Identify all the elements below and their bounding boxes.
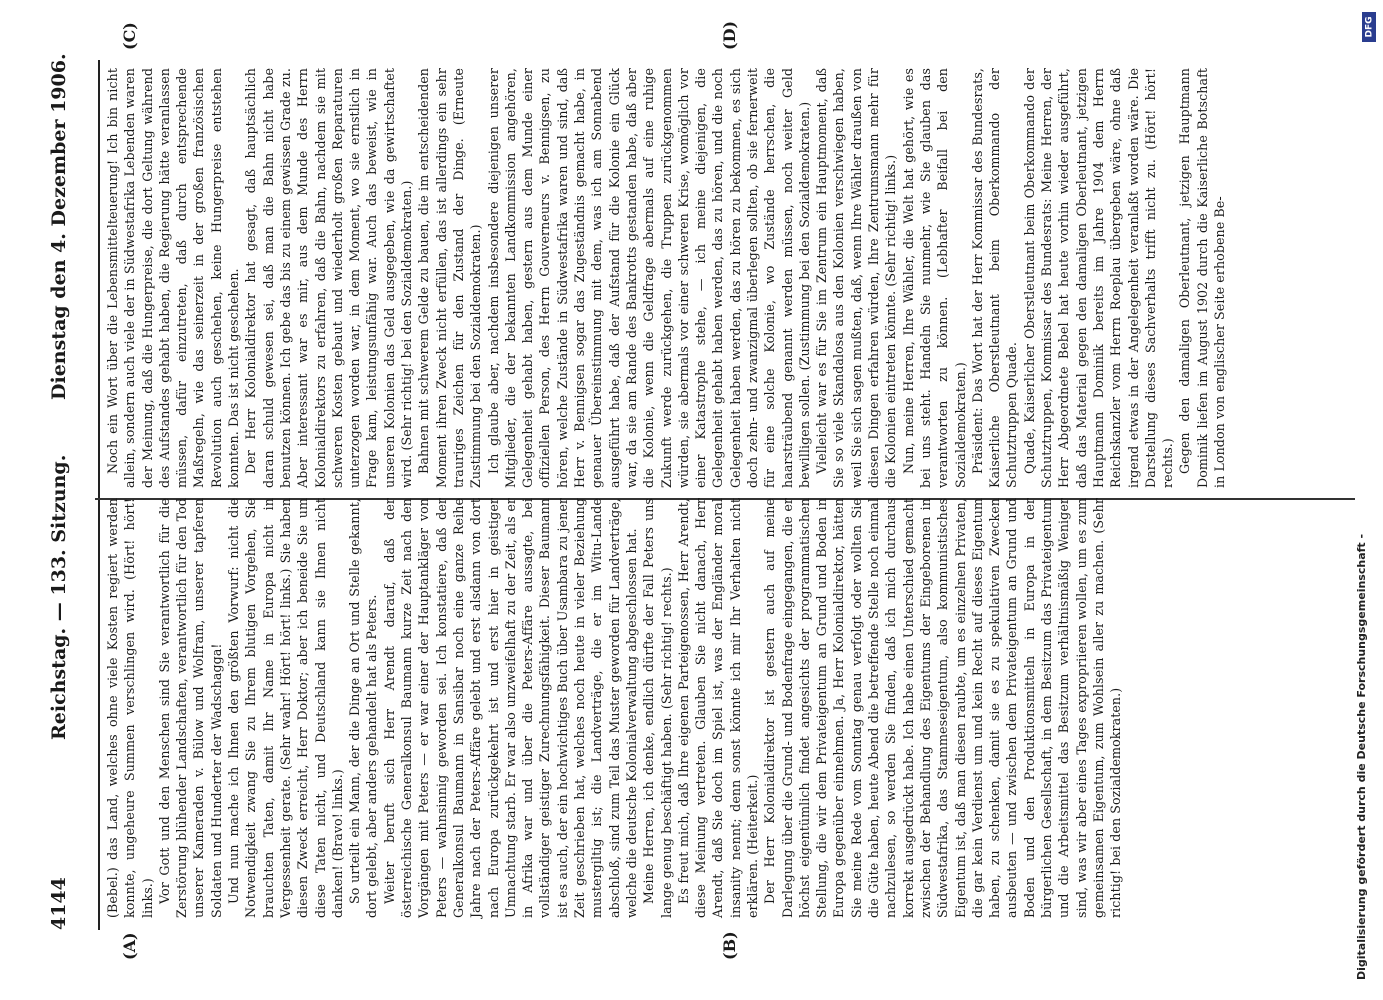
paragraph: Der Herr Kolonialdirektor ist gestern auch auf meine Darlegung über die Grund- und Bodenfrage eingegangen, die er höchst eigentümlich findet angesichts der programmatischen Stellung, die wir dem Privateigentum an Grund und Boden in Europa gegenüber einnehmen. Ja, Herr Kolonialdirektor, hätten Sie meine Rede vom Sonntag genau verfolgt oder wollten Sie die Güte haben, heute Abend die betreffende Stelle noch einmal nachzulesen, so werden Sie finden, daß ich mich durchaus korrekt ausgedrückt habe. Ich habe einen Unterschied gemacht zwischen der Behandlung des Eigentums der Eingeborenen in Südwestafrika, das Stammeseigentum, also kommunistisches Eigentum ist, daß man diesen raubte, um es einzelnen Privaten, die gar kein Verdienst um und kein Recht auf dieses Eigentum haben, zu schenken, damit sie es zu spekulativen Zwecken ausbeuten — und zwischen dem Privateigentum an Grund und Boden und den Produktionsmitteln in Europa in der bürgerlichen Gesellschaft, in dem Besitzum das Privateigentum und die Arbeitsmittel das Besitzum verhältnismäßig Weniger sind, was wir aber eines Tages expropriieren wollen, um es zum gemeinsamen Eigentum, zum Wohlsein aller zu machen. (Sehr richtig! bei den Sozialdemokraten.) — [762, 498, 1124, 918]
session-title: Reichstag. — 133. Sitzung. — [48, 454, 70, 740]
paragraph: Bahnen mit schwerem Gelde zu bauen, die im entscheidenden Moment ihren Zweck nicht erfüllen, das ist allerdings ein sehr trauriges Zeichen für den Zustand der Dinge. (Erneute Zustimmung bei den Sozialdemokraten.) — [416, 68, 484, 488]
paragraph: Meine Herren, ich denke, endlich dürfte der Fall Peters uns lange genug beschäftigt haben. (Sehr richtig! rechts.) — [641, 498, 674, 918]
page-number: 4144 — [48, 877, 70, 930]
paragraph: Ich glaube aber, nachdem insbesondere diejenigen unserer Mitglieder, die der bekannten Landkommission angehören, Gelegenheit gehabt haben, gestern aus dem Munde einer offiziellen Person, des Herrn Gouverneurs v. Bennigsen, zu hören, welche Zustände in Südwestafrika waren und sind, daß Herr v. Bennigsen sogar das Zugeständnis gemacht habe, in genauer Übereinstimmung mit dem, was ich am Sonnabend ausgeführt habe, daß der Aufstand für die Kolonie ein Glück war, da sie am Rande des Bankrotts gestanden habe, daß aber die Kolonie, wenn die Geldfrage abermals auf eine ruhige Zukunft werde zurückgehen, die Truppen zurückgenommen würden, sie abermals vor einer schweren Krise, womöglich vor einer Katastrophe stehe, — ich meine diejenigen, die Gelegenheit gehabt haben werden, das zu hören, und die noch Gelegenheit haben werden, das zu hören zu bekommen, es sich doch zehn- und zwanzigmal überlegen sollten, ob sie fernerweit für eine solche Kolonie, wo Zustände herrschen, die haarsträubend genannt werden müssen, noch weiter Geld bewilligen sollen. (Zustimmung bei den Sozialdemokraten.) — [485, 68, 812, 488]
paragraph: Noch ein Wort über die Lebensmittelteuerung! Ich bin nicht allein, sondern auch viele der in Südwestafrika Lebenden waren der Meinung, daß die Hungerpreise, die dort Geltung während des Aufstandes gehabt haben, die Regierung hätte veranlassen müssen, dafür einzutreten, daß durch entsprechende Maßregeln, wie das seinerzeit in der großen französischen Revolution auch geschehen, keine Hungerpreise entstehen konnten. Das ist nicht geschehen. — [105, 68, 242, 488]
running-header — [48, 53, 88, 930]
header-rule — [98, 60, 100, 930]
paragraph: So urteilt ein Mann, der die Dinge an Ort und Stelle gekannt, dort gelebt, aber anders gehandelt hat als Peters. — [347, 498, 380, 918]
left-text-column — [104, 498, 1125, 918]
paragraph: Vielleicht war es für Sie im Zentrum ein Hauptmoment, daß Sie so viele Skandalosa aus den Kolonien verschwiegen haben, weil Sie sich sagen mußten, daß, wenn Ihre Wähler draußen von diesen Dingen erfahren würden, Ihre Zentrumsmann mehr für die Kolonien eintreten könnte. (Sehr richtig! links.) — [814, 68, 899, 488]
paragraph: Weiter beruft sich Herr Arendt darauf, daß der österreichische Generalkonsul Baumann kurze Zeit nach den Vorgängen mit Peters — er war einer der Hauptankläger von Peters — wahnsinnig geworden sei. Ich konstatiere, daß der Generalkonsul Baumann in Sansibar noch eine ganze Reihe Jahre nach der Peters-Affäre gelebt und erst alsdann von dort nach Europa zurückgekehrt ist und erst hier in geistiger Umnachtung starb. Er war also unzweifelhaft zu der Zeit, als er in Afrika war und über die Peters-Affäre aussagte, bei vollständiger geistiger Zurechnungsfähigkeit. Dieser Baumann ist es auch, der ein hochwichtiges Buch über Usambara zu jener Zeit geschrieben hat, welches noch heute in vieler Beziehung mustergiltig ist; die Landverträge, die er im Witu-Lande abschloß, sind zum Teil das Muster geworden für Landverträge, welche die deutsche Kolonialverwaltung abgeschlossen hat. — [381, 498, 639, 918]
margin-mark-a: (A) — [120, 932, 139, 960]
margin-mark-c: (C) — [120, 22, 139, 50]
paragraph: Nun, meine Herren, Ihre Wähler, die Welt hat gehört, wie es bei uns steht. Handeln Sie nunmehr, wie Sie glauben das verantworten zu können. (Lebhafter Beifall bei den Sozialdemokraten.) — [900, 68, 968, 488]
session-date: Dienstag den 4. Dezember 1906. — [48, 53, 70, 400]
digitization-credit — [1343, 40, 1383, 980]
paragraph: Quade, Kaiserlicher Oberstleutnant beim Oberkommando der Schutztruppen, Kommissar des Bundesrats: Meine Herren, der Herr Abgeordnete Bebel hat heute vorhin wieder ausgeführt, daß das Material gegen den damaligen Oberleutnant, jetzigen Hauptmann Dominik bereits im Jahre 1904 dem Herrn Reichskanzler vom Herrn Roeplau übergeben wäre, ohne daß irgend etwas in der Angelegenheit veranlaßt worden wäre. Die Darstellung dieses Sachverhalts trifft nicht zu. (Hört! hört! rechts.) — [1021, 68, 1176, 488]
paragraph: Es freut mich, daß Ihre eigenen Parteigenossen, Herr Arendt, diese Meinung vertreten. Glauben Sie nicht danach, Herr Arendt, daß Sie doch im Spiel ist, was der Engländer moral insanity nennt; denn sonst könnte ich mir Ihr Verhalten nicht erklären. (Heiterkeit.) — [675, 498, 760, 918]
paragraph: Und nun mache ich Ihnen den größten Vorwurf: nicht die Notwendigkeit zwang Sie zu Ihrem blutigen Vorgehen, Sie brauchten Taten, damit Ihr Name in Europa nicht in Vergessenheit gerate. (Sehr wahr! Hört! hört! links.) Sie haben diesen Zweck erreicht, Herr Doktor; aber ich beneide Sie um diese Taten nicht, und Deutschland kann sie Ihnen nicht danken! (Bravo! links.) — [226, 498, 345, 918]
paragraph: Vor Gott und den Menschen sind Sie verantwortlich für die Zerstörung blühender Landschaften, verantwortlich für den Tod unserer Kameraden v. Bülow und Wolfram, unserer tapferen Soldaten und Hunderter der Wadschagga! — [156, 498, 224, 918]
paragraph: (Bebel.) das Land, welches ohne viele Kosten regiert werden konnte, ungeheure Summen verschlingen wird. (Hört! hört! links.) — [105, 498, 155, 918]
margin-mark-d: (D) — [720, 20, 739, 50]
credit-text: Digitalisierung gefördert durch die Deutsche Forschungsgemeinschaft - — [1355, 533, 1368, 980]
right-text-column — [104, 68, 1228, 488]
paragraph: Der Herr Kolonialdirektor hat gesagt, daß hauptsächlich daran schuld gewesen sei, daß man die Bahn nicht habe benutzen können. Ich gebe das bis zu einem gewissen Grade zu. Aber interessant war es mir, aus dem Munde des Herrn Kolonialdirektors zu erfahren, daß die Bahn, nachdem sie mit schweren Kosten gebaut und wiederholt großen Reparaturen unterzogen worden war, in dem Moment, wo sie ernstlich in Frage kam, leistungsunfähig war. Auch das beweist, wie in unseren Kolonien das Geld ausgegeben, wie da gewirtschaftet wird. (Sehr richtig! bei den Sozialdemokraten.) — [243, 68, 415, 488]
dfg-logo — [1362, 12, 1376, 42]
margin-mark-b: (B) — [720, 931, 739, 960]
dfg-logo-text: DFG — [1364, 16, 1375, 38]
paragraph: Gegen den damaligen Oberleutnant, jetzigen Hauptmann Dominik liefen im August 1902 durch die Kaiserliche Botschaft in London von englischer Seite erhobene Be- — [1177, 68, 1227, 488]
president-statement: Präsident: Das Wort hat der Herr Kommissar des Bundesrats, Kaiserliche Oberstleutnant beim Oberkommando der Schutztruppen Quade. — [969, 68, 1020, 488]
